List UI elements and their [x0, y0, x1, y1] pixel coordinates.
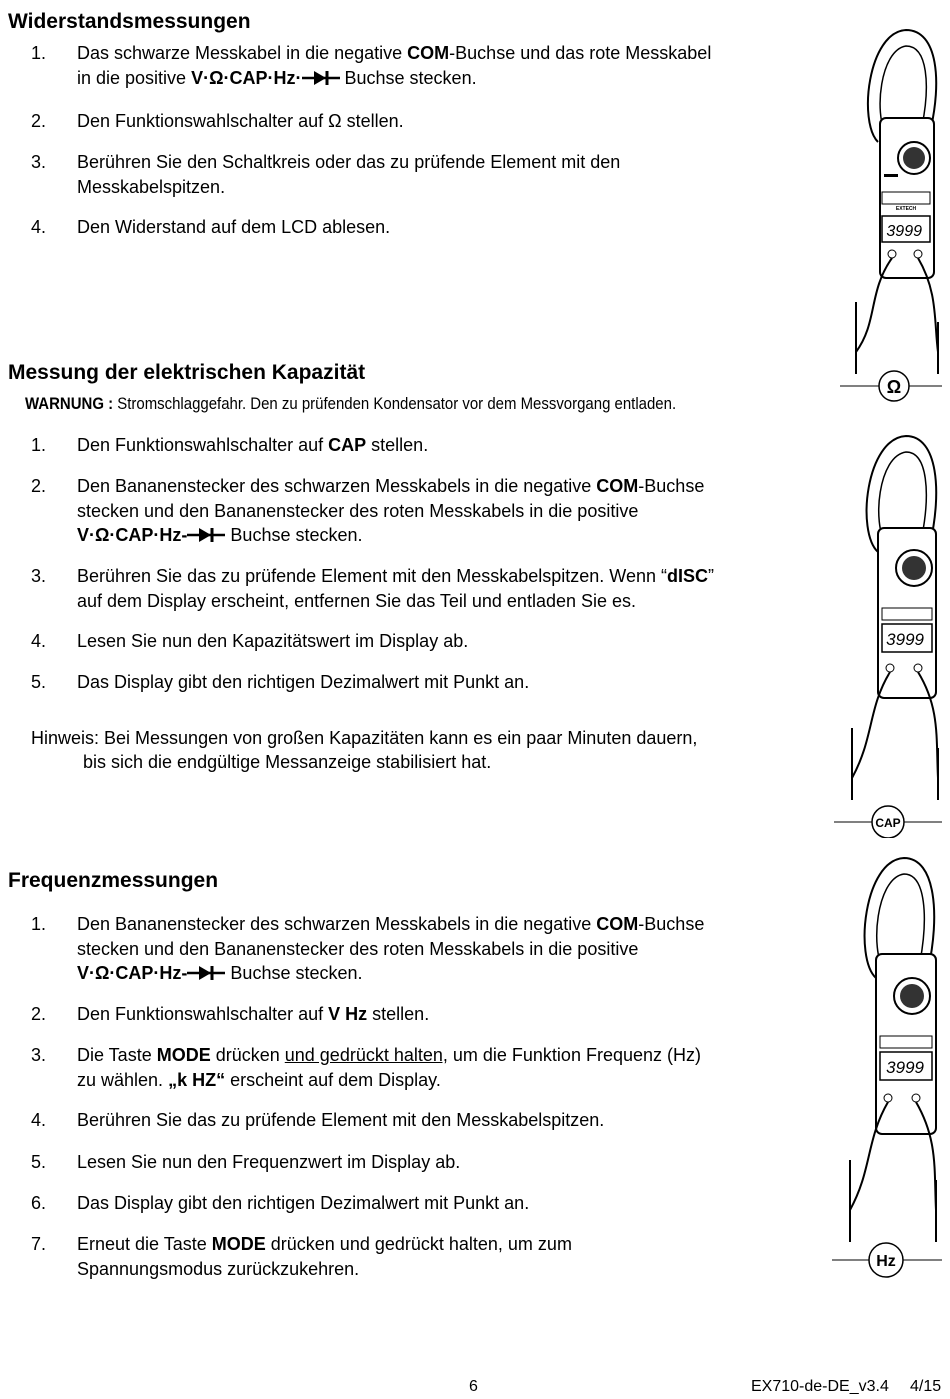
- step-text: Den Funktionswahlschalter auf CAP stellen.: [77, 435, 429, 455]
- step-number: 4.: [31, 1110, 47, 1130]
- step-number: 1.: [31, 43, 47, 63]
- step-number: 1.: [31, 435, 47, 455]
- section-title-frequency: Frequenzmessungen: [8, 869, 219, 892]
- step-number: 3.: [31, 1045, 47, 1065]
- step-text: Das Display gibt den richtigen Dezimalwert mit Punkt an.: [77, 672, 530, 692]
- step-text: Das schwarze Messkabel in die negative COM-Buchse und das rote Messkabel in die positive V·Ω·CAP·Hz· Buchse stecken.: [77, 43, 712, 88]
- step-text: Den Bananenstecker des schwarzen Messkabels in die negative COM-Buchse stecken und den Bananenstecker des roten Messkabels in die positive V·Ω·CAP·Hz- Buchse stecken.: [77, 914, 705, 983]
- meter-display: 3999: [886, 1058, 924, 1077]
- step-number: 3.: [31, 152, 47, 172]
- meter-display: 3999: [886, 630, 924, 649]
- step-number: 2.: [31, 476, 47, 496]
- meter-display: 3999: [886, 223, 922, 240]
- figure-label: Ω: [886, 377, 902, 397]
- step-number: 2.: [31, 1004, 47, 1024]
- step-text: Berühren Sie das zu prüfende Element mit den Messkabelspitzen. Wenn “dISC” auf dem Display erscheint, entfernen Sie das Teil und entladen Sie es.: [77, 566, 714, 611]
- step-text: Erneut die Taste MODE drücken und gedrückt halten, um zum Spannungsmodus zurückzukehren.: [77, 1234, 572, 1279]
- step-text: Die Taste MODE drücken und gedrückt halten, um die Funktion Frequenz (Hz) zu wählen. „k HZ“ erscheint auf dem Display.: [77, 1045, 701, 1090]
- page-of: 4/15: [910, 1378, 942, 1395]
- step-text: Den Funktionswahlschalter auf V Hz stellen.: [77, 1004, 430, 1024]
- page-number: 6: [469, 1378, 478, 1395]
- figure-label: Hz: [876, 1253, 896, 1270]
- section-title-resistance: Widerstandsmessungen: [8, 10, 251, 33]
- warning-text: WARNUNG : Stromschlaggefahr. Den zu prüfenden Kondensator vor dem Messvorgang entladen.: [25, 394, 677, 413]
- step-number: 3.: [31, 566, 47, 586]
- clamp-meter-illustration-resistance: [838, 22, 944, 412]
- clamp-meter-illustration-frequency: [828, 850, 944, 1280]
- step-number: 4.: [31, 631, 47, 651]
- step-number: 2.: [31, 111, 47, 131]
- note-text: Hinweis: Bei Messungen von großen Kapazitäten kann es ein paar Minuten dauern, bis sich die endgültige Messanzeige stabilisiert hat.: [31, 728, 698, 772]
- step-text: Lesen Sie nun den Kapazitätswert im Display ab.: [77, 631, 469, 651]
- step-text: Den Funktionswahlschalter auf Ω stellen.: [77, 111, 404, 131]
- step-number: 1.: [31, 914, 47, 934]
- step-text: Berühren Sie das zu prüfende Element mit den Messkabelspitzen.: [77, 1110, 605, 1130]
- figure-label: CAP: [875, 816, 901, 830]
- diode-symbol: [187, 965, 225, 981]
- step-text: Den Widerstand auf dem LCD ablesen.: [77, 217, 391, 237]
- meter-brand: EXTECH: [895, 206, 917, 212]
- diode-symbol: [187, 527, 225, 543]
- step-text: Das Display gibt den richtigen Dezimalwert mit Punkt an.: [77, 1193, 530, 1213]
- step-number: 6.: [31, 1193, 47, 1213]
- section-title-capacitance: Messung der elektrischen Kapazität: [8, 361, 366, 384]
- step-number: 5.: [31, 672, 47, 692]
- step-text: Den Bananenstecker des schwarzen Messkabels in die negative COM-Buchse stecken und den Bananenstecker des roten Messkabels in die positive V·Ω·CAP·Hz- Buchse stecken.: [77, 476, 705, 545]
- step-text: Lesen Sie nun den Frequenzwert im Display ab.: [77, 1152, 461, 1172]
- step-number: 7.: [31, 1234, 47, 1254]
- step-number: 4.: [31, 217, 47, 237]
- step-text: Berühren Sie den Schaltkreis oder das zu prüfende Element mit den Messkabelspitzen.: [77, 152, 621, 197]
- diode-symbol: [302, 70, 340, 86]
- document-id: EX710-de-DE_v3.4: [751, 1378, 889, 1395]
- clamp-meter-illustration-capacitance: [832, 428, 944, 838]
- step-number: 5.: [31, 1152, 47, 1172]
